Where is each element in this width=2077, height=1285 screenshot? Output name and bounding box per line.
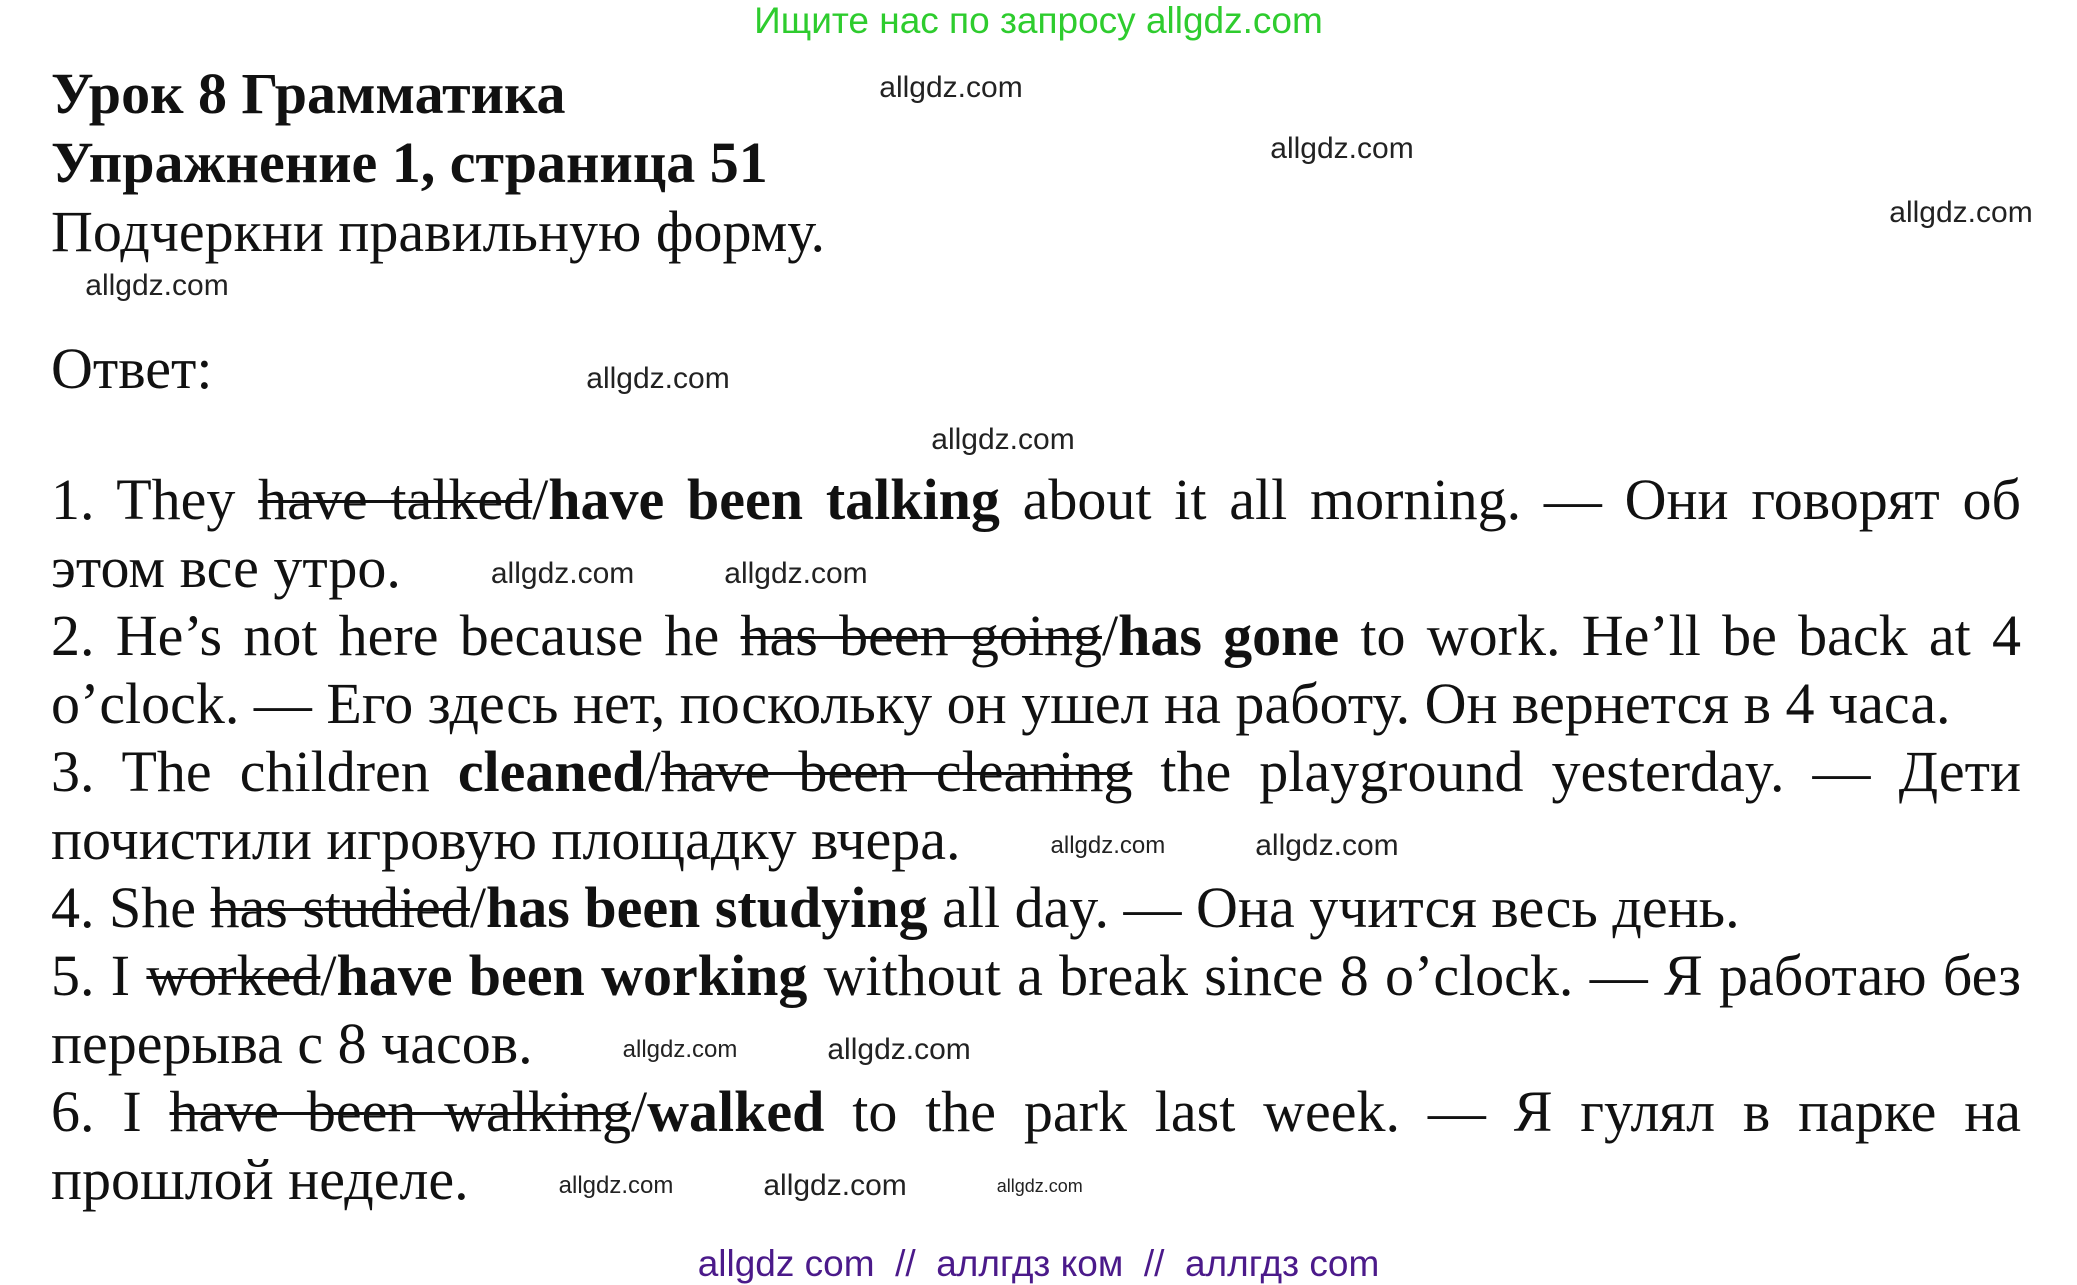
- watermark: allgdz.com: [827, 1032, 971, 1066]
- footer-links: allgdz com // аллгдз ком // аллгдз com: [697, 1243, 1380, 1284]
- sentence-text: 6. I: [51, 1079, 170, 1144]
- sentence-text: to work. He’ll be back at 4 o’clock. — Его здесь нет, поскольку он ушел на работу. Он вернется в 4 часа.: [51, 603, 2022, 736]
- sentence-text: about it all morning. — Они говорят об этом все утро.: [51, 467, 2022, 600]
- watermark: allgdz.com: [622, 1035, 738, 1063]
- watermark: allgdz.com: [1050, 831, 1166, 859]
- top-banner: Ищите нас по запросу allgdz.com: [754, 0, 1323, 41]
- struck-option: worked: [146, 943, 321, 1008]
- watermark: allgdz.com: [1889, 196, 2033, 229]
- answer-item: [51, 942, 2021, 1078]
- correct-option: has gone: [1118, 603, 1340, 668]
- watermark: allgdz.com: [490, 556, 635, 590]
- correct-option: cleaned: [457, 739, 645, 804]
- watermark: allgdz.com: [763, 1168, 907, 1202]
- struck-option: have been cleaning: [660, 739, 1133, 804]
- answer-item: [51, 874, 2021, 942]
- lesson-title: Урок 8 Грамматика: [51, 61, 566, 126]
- instruction: Подчеркни правильную форму.: [51, 199, 825, 264]
- struck-option: has been going: [740, 603, 1102, 668]
- watermark: allgdz.com: [996, 1175, 1083, 1196]
- watermark: allgdz.com: [85, 269, 229, 302]
- watermark: allgdz.com: [931, 423, 1075, 456]
- sentence-text: /: [644, 739, 661, 804]
- watermark: allgdz.com: [724, 556, 868, 590]
- watermark: allgdz.com: [558, 1171, 674, 1199]
- sentence-text: without a break since 8 o’clock. — Я работаю без перерыва с 8 часов.: [51, 943, 2021, 1076]
- sentence-text: 1. They: [51, 467, 259, 532]
- struck-option: has studied: [210, 875, 470, 940]
- sentence-text: 4. She: [51, 875, 211, 940]
- answer-item: [51, 466, 2021, 602]
- answer-label: Ответ:: [51, 336, 213, 401]
- sentence-text: /: [1101, 603, 1119, 668]
- correct-option: walked: [647, 1079, 825, 1144]
- sentence-text: /: [469, 875, 486, 940]
- sentence-text: to the park last week. — Я гулял в парке на прошлой неделе.: [51, 1079, 2021, 1212]
- correct-option: have been working: [336, 943, 808, 1008]
- sentence-text: 5. I: [51, 943, 147, 1008]
- correct-option: have been talking: [548, 467, 1000, 532]
- answer-item: [51, 602, 2021, 738]
- watermark: allgdz.com: [1270, 132, 1414, 165]
- watermark: allgdz.com: [586, 362, 730, 395]
- answer-item: [51, 1078, 2021, 1214]
- struck-option: have talked: [258, 467, 533, 532]
- sentence-text: /: [320, 943, 337, 1008]
- correct-option: has been studying: [485, 875, 928, 940]
- sentence-text: 3. The children: [51, 739, 458, 804]
- sentence-text: all day. — Она учится весь день.: [927, 875, 1740, 940]
- watermark: allgdz.com: [879, 71, 1023, 104]
- sentence-text: /: [532, 467, 549, 532]
- watermark: allgdz.com: [1255, 828, 1399, 862]
- sentence-text: 2. He’s not here because he: [51, 603, 741, 668]
- sentence-text: /: [631, 1079, 648, 1144]
- sentence-text: the playground yesterday. — Дети почистили игровую площадку вчера.: [51, 739, 2021, 872]
- answer-list: [51, 466, 2021, 1214]
- struck-option: have been walking: [169, 1079, 632, 1144]
- answer-item: [51, 738, 2021, 874]
- exercise-title: Упражнение 1, страница 51: [51, 130, 768, 195]
